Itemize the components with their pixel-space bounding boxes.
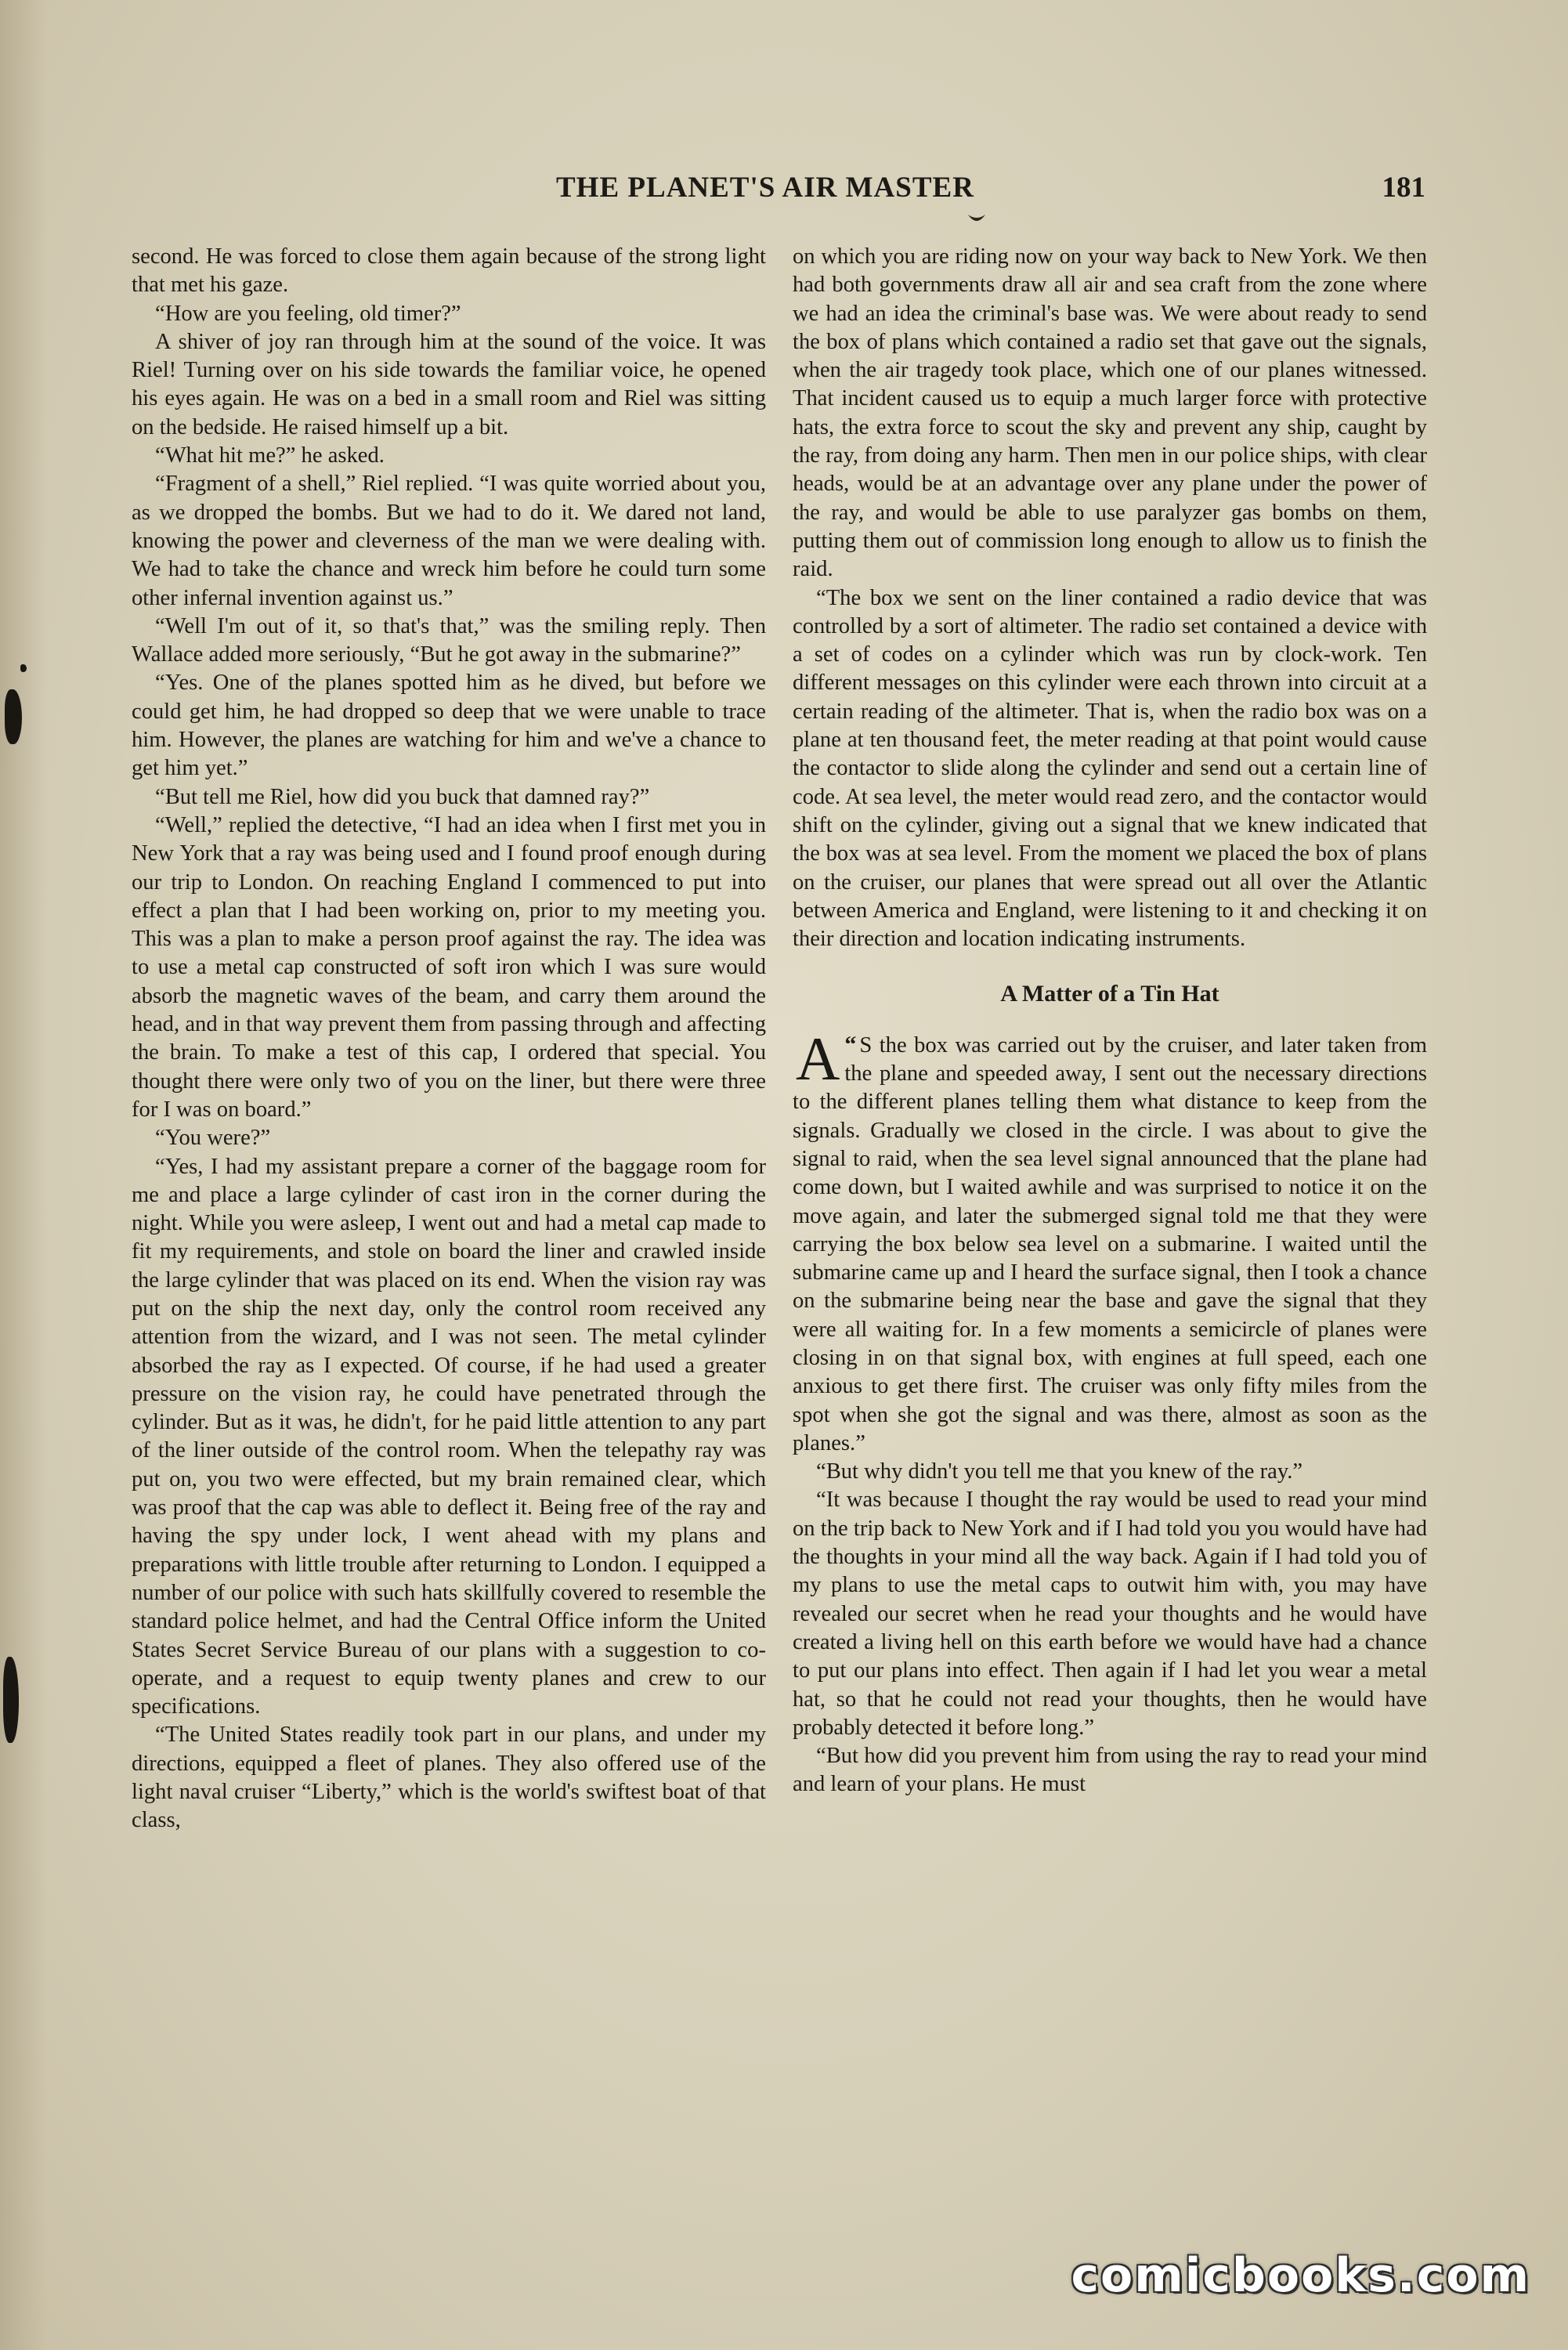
paragraph: “But how did you prevent him from using the ray to read your mind and learn of your plans. He must: [793, 1744, 1427, 1797]
left-column: [132, 243, 766, 1835]
paragraph: “But tell me Riel, how did you buck that damned ray?”: [155, 784, 650, 809]
paragraph: on which you are riding now on your way back to New York. We then had both governments draw all air and sea craft from the zone where we had an idea the criminal's base was. We were about ready to send the box of plans which contained a radio set that gave out the signals, when the air tragedy took place, which one of our planes witnessed. That incident caused us to equip a much larger force with protective hats, the extra force to scout the sky and prevent any ship, caught by the ray, from doing any harm. Then men in our police ships, with clear heads, would be at an advantage over any plane under the power of the ray, and would be able to use paralyzer gas bombs on them, putting them out of commission long enough to allow us to finish the raid.: [793, 244, 1427, 582]
paragraph: “But why didn't you tell me that you knew of the ray.”: [816, 1459, 1303, 1484]
paragraph: “Well I'm out of it, so that's that,” was the smiling reply. Then Wallace added more seriously, “But he got away in the submarine?”: [132, 613, 766, 667]
page-edge-stain: [0, 0, 47, 2350]
paragraph: “The box we sent on the liner contained a radio device that was controlled by a sort of altimeter. The radio set contained a device with a set of codes on a cylinder which was run by clock-work. Ten different messages on this cylinder were each thrown into circuit at a certain reading of the altimeter. That is, when the radio box was on a plane at ten thousand feet, the meter reading at that point would cause the contactor to slide along the cylinder and send out a certain line of code. At sea level, the meter would read zero, and the contactor would shift on the cylinder, giving out a signal that we knew indicated that the box was at sea level. From the moment we placed the box of plans on the cruiser, our planes that were spread out all over the Atlantic between America and England, were listening to it and checking it on their direction and location indicating instruments.: [793, 585, 1427, 952]
running-title: THE PLANET'S AIR MASTER: [556, 172, 974, 204]
paragraph: “What hit me?” he asked.: [155, 443, 385, 468]
paragraph: “The United States readily took part in our plans, and under my directions, equipped a fleet of planes. They also offered use of the light naval cruiser “Liberty,” which is the world's swiftest boat of that class,: [132, 1723, 766, 1833]
binding-mark: [3, 1657, 19, 1743]
site-watermark: comicbooks.com: [1071, 2248, 1530, 2303]
running-header: [117, 171, 1425, 218]
right-column: [793, 243, 1427, 1799]
binding-mark: [5, 689, 22, 744]
dropcap-paragraph: [793, 1024, 1427, 1458]
section-subheading: A Matter of a Tin Hat: [1000, 981, 1219, 1007]
paragraph: “It was because I thought the ray would be used to read your mind on the trip back to New York and if I had told you you would have had the thoughts in your mind all the way back. Again if I had told you of my plans to use the metal caps to outwit him with, you may have revealed our secret when he read your thoughts and he would have created a living hell on this earth before we would have had a chance to put our plans into effect. Then again if I had let you wear a metal hat, so that he could not read your thoughts, then he would have probably detected it before long.”: [793, 1488, 1427, 1740]
dropcap-quote: “: [844, 1031, 857, 1058]
paragraph: “How are you feeling, old timer?”: [155, 301, 461, 326]
paragraph: “You were?”: [155, 1126, 271, 1151]
paragraph: “Well,” replied the detective, “I had an idea when I first met you in New York that a ray was being used and I found proof enough during our trip to London. On reaching England I commenced to put into effect a plan that I had been working on, prior to my meeting you. This was a plan to make a person proof against the ray. The idea was to use a metal cap constructed of soft iron which I was sure would absorb the magnetic waves of the beam, and carry them around the head, and in that way prevent them from passing through and affecting the brain. To make a test of this cap, I ordered that special. You thought there were only two of you on the liner, but there were three for I was on board.”: [132, 812, 766, 1122]
ornament-icon: [965, 210, 988, 227]
paragraph: “Fragment of a shell,” Riel replied. “I was quite worried about you, as we dropped the bombs. But we had to do it. We dared not land, knowing the power and cleverness of the man we were dealing with. We had to take the chance and wreck him before he could turn some other infernal invention against us.”: [132, 472, 766, 610]
dropcap-letter: A: [796, 1024, 840, 1093]
dropcap-text: S the box was carried out by the cruiser, and later taken from the plane and speeded away, I sent out the necessary directions to the different planes telling them what distance to keep from the signals. Gradually we closed in the circle. I was about to give the signal to raid, when the sea level signal announced that the plane had come down, but I waited awhile and was surprised to notice it on the move again, and later the submerged signal told me that they were carrying the box below sea level on a submarine. I waited until the submarine came up and I heard the surface signal, then I took a chance on the submarine being near the base and gave the signal that they were all waiting for. In a few moments a semicircle of planes were closing in on that signal box, with engines at full speed, each one anxious to get there first. The cruiser was only fifty miles from the spot when she got the signal and was there, almost as soon as the planes.”: [793, 1032, 1427, 1455]
paragraph: “Yes. One of the planes spotted him as he dived, but before we could get him, he had dropped so deep that we were unable to trace him. However, the planes are watching for him and we've a chance to get him yet.”: [132, 671, 766, 781]
binding-mark: [20, 664, 27, 672]
paragraph: second. He was forced to close them again because of the strong light that met his gaze.: [132, 244, 766, 298]
paragraph: “Yes, I had my assistant prepare a corner of the baggage room for me and place a large cylinder of cast iron in the corner during the night. While you were asleep, I went out and had a metal cap made to fit my requirements, and stole on board the liner and crawled inside the large cylinder that was placed on its end. When the vision ray was put on the ship the next day, only the control room received any attention from the wizard, and I was not seen. The metal cylinder absorbed the ray as I expected. Of course, if he had used a greater pressure on the vision ray, he could have penetrated through the cylinder. But as it was, he didn't, for he paid little attention to any part of the liner outside of the control room. When the telepathy ray was put on, you two were effected, but my brain remained clear, which was proof that the cap was able to deflect it. Being free of the ray and having the spy under lock, I went ahead with my plans and preparations with little trouble after returning to London. I equipped a number of our police with such hats skillfully covered to resemble the standard police helmet, and had the Central Office inform the United States Secret Service Bureau of our plans with a suggestion to co-operate, and a request to equip twenty planes and crew to our specifications.: [132, 1154, 766, 1719]
paragraph: A shiver of joy ran through him at the sound of the voice. It was Riel! Turning over on his side towards the familiar voice, he opened his eyes again. He was on a bed in a small room and Riel was sitting on the bedside. He raised himself up a bit.: [132, 329, 766, 439]
page-number: 181: [1382, 172, 1425, 204]
